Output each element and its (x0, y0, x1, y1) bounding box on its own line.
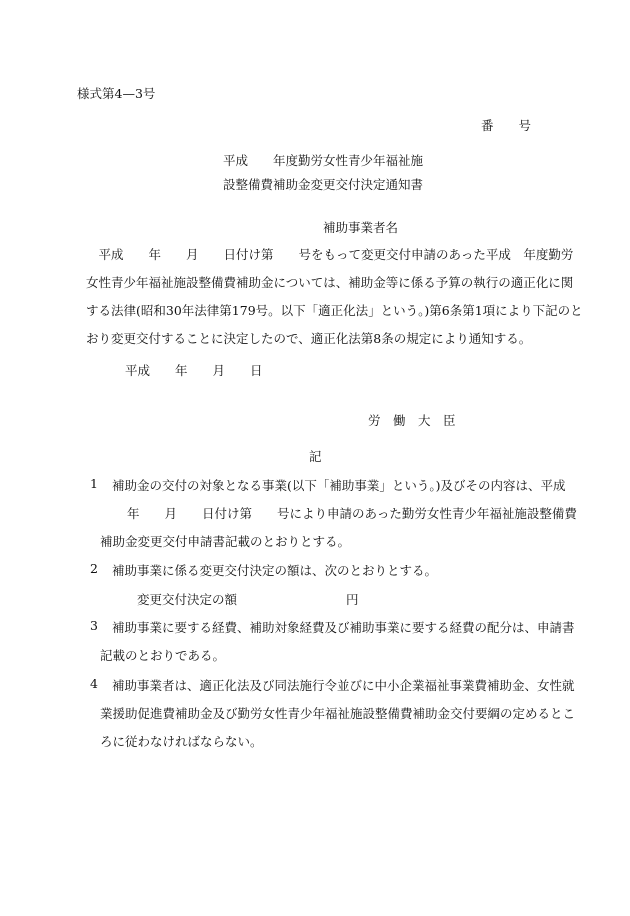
body-line: 女性青少年福祉施設整備費補助金については、補助金等に係る予算の執行の適正化に関 (86, 275, 574, 290)
body-paragraph (68, 245, 588, 355)
date-line: 平成 年 月 日 (125, 363, 263, 378)
item-line: 補助金の交付の対象となる事業(以下「補助事業」という。)及びその内容は、平成 (112, 478, 566, 493)
body-line: 平成 年 月 日付け第 号をもって変更交付申請のあった平成 年度勤労 (86, 247, 574, 262)
addressee: 補助事業者名 (323, 220, 399, 235)
amount-unit: 円 (346, 592, 359, 607)
item-number: 4 (90, 676, 98, 691)
item-line: ろに従わなければならない。 (100, 734, 263, 749)
item-number: 3 (90, 618, 98, 633)
item-number: 2 (90, 561, 98, 576)
title-line-1: 平成 年度勤労女性青少年福祉施 (223, 153, 424, 168)
sender: 労 働 大 臣 (368, 413, 456, 428)
item-number: 1 (90, 476, 98, 491)
form-number: 様式第4—3号 (77, 86, 156, 101)
item-line: 補助事業者は、適正化法及び同法施行令並びに中小企業福祉事業費補助金、女性就 (112, 678, 575, 693)
amount-label: 変更交付決定の額 (137, 592, 238, 607)
item-line: 補助事業に要する経費、補助対象経費及び補助事業に要する経費の配分は、申請書 (112, 620, 575, 635)
document-number-label: 番 号 (481, 118, 532, 133)
title-line-2: 設整備費補助金変更交付決定通知書 (223, 177, 424, 192)
body-line: する法律(昭和30年法律第179号。以下「適正化法」という。)第6条第1項により下記のと (86, 303, 583, 318)
item-line: 年 月 日付け第 号により申請のあった勤労女性青少年福祉施設整備費 (127, 506, 577, 521)
item-line: 記載のとおりである。 (100, 648, 226, 663)
item-line: 補助事業に係る変更交付決定の額は、次のとおりとする。 (112, 563, 438, 578)
item-line: 補助金変更交付申請書記載のとおりとする。 (100, 534, 351, 549)
ki-heading: 記 (309, 449, 322, 464)
item-line: 業援助促進費補助金及び勤労女性青少年福祉施設整備費補助金交付要綱の定めるとこ (100, 706, 576, 721)
body-line: おり変更交付することに決定したので、適正化法第8条の規定により通知する。 (86, 331, 532, 346)
